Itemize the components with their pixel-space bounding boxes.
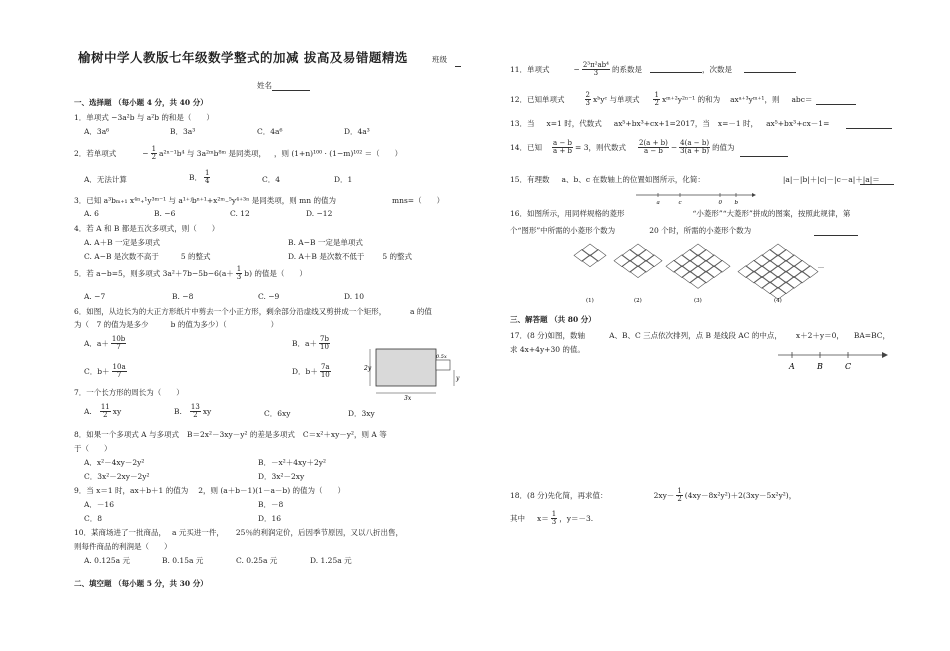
q16-rhombus [574, 249, 590, 261]
q10-option-b: B. 0.15a 元 [162, 556, 204, 565]
class-label: 班级 [432, 55, 447, 64]
q16-rhombus [770, 266, 786, 278]
q6-figure-rect [376, 349, 436, 386]
q16-figure [572, 238, 832, 306]
q16-pattern-1 [574, 244, 606, 267]
q1-option-b: B．3a³ [170, 127, 196, 136]
q16-rhombus [770, 276, 786, 288]
q2-stem: 2．若单项式 − $\frac{1}{2}$ a²ⁿ⁻¹b⁴ 与 3a²ᵐb⁸ᵐ 是同类项， ，则 (1+n)¹⁰⁰ · (1−m)¹⁰² ＝（ ） [74, 145, 403, 162]
title-tick [455, 66, 461, 67]
q17-axis-arrow [882, 352, 888, 358]
page-title: 榆树中学人教版七年级数学整式的加减 拔高及易错题精选 [78, 50, 408, 65]
q17-line2: 求 4x+4y+30 的值。 [510, 345, 585, 354]
q16-rhombus [754, 276, 770, 288]
q16-rhombus [690, 255, 706, 267]
q3-option-a: A. 6 [84, 209, 99, 218]
q16-rhombus [682, 271, 698, 283]
q9-option-a: A．－16 [84, 500, 114, 509]
q7-option-a: A. $\frac{11}{2}$ xy [84, 403, 122, 420]
q3-stem: 3．已知 a³bₘ₊₁ x⁴ⁿ₊¹y³ᵐ⁻¹ 与 a¹⁺ʲbⁿ⁺¹+x²ᵐ₋⁵y⁴⁺³ⁿ 是同类项，则 mn 的值为 [74, 196, 336, 205]
q10-stem-line2: 则每件商品的利润是（ ） [74, 542, 172, 551]
q16-pattern-2 [614, 244, 662, 278]
q16-rhombus [778, 271, 794, 283]
q16-rhombus [698, 260, 714, 272]
q1-option-d: D．4a³ [344, 127, 370, 136]
q1-option-a: A．3a⁶ [84, 127, 110, 136]
q1-stem: 1．单项式 −3a²b 与 a²b 的和是（ ） [74, 113, 214, 122]
q17: 17．(8 分)如图，数轴 A、B、C 三点依次排列，点 B 是线段 AC 的中点， x＋2＋y＝0， BA=BC， [510, 331, 890, 340]
q11-blank-coefficient[interactable] [650, 64, 702, 73]
q9-option-d: D．16 [258, 514, 282, 523]
q16-rhombus [706, 266, 722, 278]
q12-blank[interactable] [816, 96, 856, 105]
q16-rhombus [754, 266, 770, 278]
q8-stem: 8．如果一个多项式 A 与多项式 B＝2x²－3xy－y² 的差是多项式 C＝x²＋xy－y²，则 A 等 [74, 430, 387, 439]
q9-option-c: C．8 [84, 514, 103, 523]
q16-pattern-3 [666, 244, 730, 288]
q16-rhombus [714, 260, 730, 272]
q3-option-c: C. 12 [230, 209, 250, 218]
q16-blank[interactable] [814, 227, 858, 236]
q6-stem-line2: 为（ 7 的值为是多少 b 的值为多少）（ ） [74, 320, 279, 329]
q18-line2: 其中 x＝ $\frac{1}{3}$ ，y＝－3. [510, 510, 594, 527]
q16-rhombus [674, 266, 690, 278]
q15: 15．有理数 a、b、c 在数轴上的位置如图所示，化简： |a|－|b|＋|c|－|c－a|＋|a|＝ [510, 175, 880, 184]
q16-rhombus [746, 260, 762, 272]
q16-rhombus [770, 244, 786, 256]
q16-rhombus [638, 249, 654, 261]
q16-rhombus [590, 249, 606, 261]
q18: 18．(8 分)先化简，再求值： 2xy－ $\frac{1}{2}$ (4xy－8x²y²)＋2(3xy－5x²y²)， [510, 487, 797, 504]
q6-figure-right-label: y [456, 375, 460, 382]
q11-blank-degree[interactable] [744, 64, 796, 73]
q1-option-c: C．4a⁶ [257, 127, 283, 136]
q15-axis-arrow [752, 193, 756, 197]
q7-option-b: B. $\frac{13}{2}$ xy [174, 403, 212, 420]
q16-rhombus [778, 282, 794, 294]
q7-option-d: D．3xy [348, 409, 375, 418]
q10-option-c: C. 0.25a 元 [236, 556, 278, 565]
q15-tick-label-a: a [656, 200, 660, 206]
q16-rhombus [682, 260, 698, 272]
q16-label-1: (1) [586, 298, 594, 304]
q16-rhombus [698, 249, 714, 261]
q16-rhombus [630, 266, 646, 278]
q16-rhombus [794, 260, 810, 272]
q8-option-b: B．－x²＋4xy＋2y² [258, 458, 327, 467]
q16-rhombus [706, 255, 722, 267]
q16-rhombus [794, 271, 810, 283]
q17-point-B: B [817, 362, 823, 371]
q16-rhombus [582, 255, 598, 267]
q16-rhombus [690, 266, 706, 278]
q4-option-a: A. A＋B 一定是多项式 [84, 238, 160, 247]
q4-option-b: B. A−B 一定是单项式 [288, 238, 363, 247]
q6-figure-bottom-label: 3x [404, 395, 412, 401]
q3-tail: mns=（ ） [392, 196, 445, 205]
q13: 13．当 x=1 时，代数式 ax⁵+bx³+cx+1=2017，当 x=－1 时， ax⁵+bx³+cx－1= [510, 119, 830, 128]
q16-rhombus [762, 260, 778, 272]
q15-tick-label-0: 0 [718, 200, 722, 206]
q3-option-d: D. −12 [306, 209, 333, 218]
q16-rhombus [646, 255, 662, 267]
q16-rhombus [690, 244, 706, 256]
q7-stem: 7．一个长方形的周长为（ ） [74, 388, 184, 397]
q16-rhombus [786, 276, 802, 288]
q14-blank[interactable] [740, 148, 788, 157]
q5-option-c: C. −9 [258, 292, 280, 301]
q11-degree-label: ，次数是 [702, 65, 732, 74]
q15-blank[interactable] [860, 176, 894, 185]
q5-option-b: B. −8 [172, 292, 194, 301]
q5-stem: 5．若 a−b=5，则多项式 3a²＋7b−5b−6(a＋ $\frac{1}{3}$ b) 的值是（ ） [74, 265, 307, 282]
q7-option-c: C．6xy [264, 409, 291, 418]
q6-figure-top-label: 0.5x [436, 354, 447, 360]
q13-blank[interactable] [846, 120, 892, 129]
q10-stem: 10．某商场进了一批商品， a 元买进一件， 25％的利润定价，后因季节原因，又以八折出售， [74, 528, 403, 537]
q6-option-d: D．b＋ $\frac{7a}{10}$ [292, 363, 330, 380]
q15-number-line [636, 190, 756, 206]
q6-stem: 6．如图，从边长为的大正方形纸片中剪去一个小正方形，剩余部分沿虚线又剪拼成一个矩形， [74, 307, 387, 316]
q15-tick-label-b: b [734, 200, 739, 206]
q6-figure-notch [436, 360, 450, 370]
q16-rhombus [622, 249, 638, 261]
q16-ellipsis: … [818, 263, 824, 270]
q9-stem: 9．当 x＝1 时，ax＋b＋1 的值为 2，则 (a＋b－1)(1－a－b) 的值为（ ） [74, 486, 346, 495]
q16-rhombus [762, 249, 778, 261]
q15-tick-label-c: c [678, 200, 682, 206]
q16-label-3: (3) [694, 298, 702, 304]
q4-stem: 4．若 A 和 B 都是五次多项式，则（ ） [74, 224, 220, 233]
q16-rhombus [762, 282, 778, 294]
q6-figure-left-label: 2y [364, 365, 372, 372]
q6-option-c: C．b＋ $\frac{10a}{7}$ [84, 363, 126, 380]
section-2-heading: 二、填空题 （每小题 5 分，共 30 分） [74, 579, 208, 588]
q14: 14．已知 $\frac{a - b}{a + b}$ = 3，则代数式 $\frac{2(a + b)}{a - b}$ − $\frac{4(a - b)}{3(a + b)}$ 的值为 [510, 139, 735, 156]
q16-rhombus [770, 255, 786, 267]
q17-point-A: A [789, 362, 795, 371]
q16-rhombus [582, 244, 598, 256]
q3-option-b: B. −6 [154, 209, 176, 218]
q6-figure [362, 345, 468, 401]
q16-rhombus [674, 255, 690, 267]
q16-rhombus [630, 244, 646, 256]
section-3-heading: 三、解答题 （共 80 分） [510, 315, 596, 324]
q16-rhombus [778, 260, 794, 272]
q16-line2: 个“图形”中所需的小菱形个数为 20 个时，所需的小菱形个数为 [510, 226, 752, 235]
q10-option-a: A. 0.125a 元 [84, 556, 131, 565]
q6-stem-right: a 的值 [410, 307, 432, 316]
q16-label-2: (2) [634, 298, 642, 304]
q17-number-line [778, 349, 888, 371]
q16-rhombus [802, 266, 818, 278]
q8-option-d: D．3x²－2xy [258, 472, 305, 481]
q16-rhombus [630, 255, 646, 267]
q2-option-c: C．4 [262, 175, 281, 184]
q16-rhombus [690, 276, 706, 288]
q16-rhombus [778, 249, 794, 261]
q16-rhombus [698, 271, 714, 283]
q6-option-a: A．a＋ $\frac{10b}{7}$ [84, 335, 126, 352]
q16-rhombus [666, 260, 682, 272]
q16-rhombus [638, 260, 654, 272]
q17-point-C: C [845, 362, 852, 371]
q16-rhombus [738, 266, 754, 278]
q16-rhombus [786, 255, 802, 267]
q16-rhombus [622, 260, 638, 272]
q2-option-a: A．无法计算 [84, 175, 127, 184]
q5-option-d: D. 10 [344, 292, 365, 301]
name-blank[interactable] [272, 82, 310, 91]
q6-option-b: B．a＋ $\frac{7b}{10}$ [292, 335, 329, 352]
section-1-heading: 一、选择题 （每小题 4 分，共 40 分） [74, 98, 208, 107]
q8-option-a: A．x²－4xy－2y² [84, 458, 145, 467]
q16-rhombus [786, 266, 802, 278]
name-label: 姓名 [257, 81, 272, 90]
q11: 11．单项式 − $\frac{\text{2³π²ab⁴}}{3}$ 的系数是 [510, 61, 642, 78]
q16-rhombus [682, 249, 698, 261]
q5-option-a: A. −7 [84, 292, 106, 301]
q9-option-b: B．－8 [258, 500, 284, 509]
q8-option-c: C．3x²－2xy－2y² [84, 472, 150, 481]
q12: 12．已知单项式 $\frac{2}{3}$ xᵇyᶜ 与单项式 $\frac{1}{2}$ xᵐ⁺²y²ⁿ⁻¹ 的和为 axᵃ⁺³yᵐ⁺¹，则 abc＝ [510, 91, 813, 108]
q4-option-c: C. A−B 是次数不高于 5 的整式 [84, 252, 211, 261]
q16-rhombus [746, 271, 762, 283]
q4-option-d: D. A＋B 是次数不低于 5 的整式 [288, 252, 412, 261]
q10-option-d: D. 1.25a 元 [310, 556, 352, 565]
q16-label-4: (4) [774, 298, 782, 304]
q16-rhombus [762, 271, 778, 283]
q16-rhombus [754, 255, 770, 267]
q16-rhombus [614, 255, 630, 267]
q2-option-b: B． $\frac{1}{4}$ [189, 169, 210, 186]
q16: 16．如图所示，用同样规格的菱形 “小菱形”“大菱形”拼成的图案，按照此规律，第 [510, 209, 851, 218]
q16-pattern-4 [738, 244, 818, 299]
q2-option-d: D．1 [334, 175, 353, 184]
q8-stem-line2: 于（ ） [74, 444, 112, 453]
